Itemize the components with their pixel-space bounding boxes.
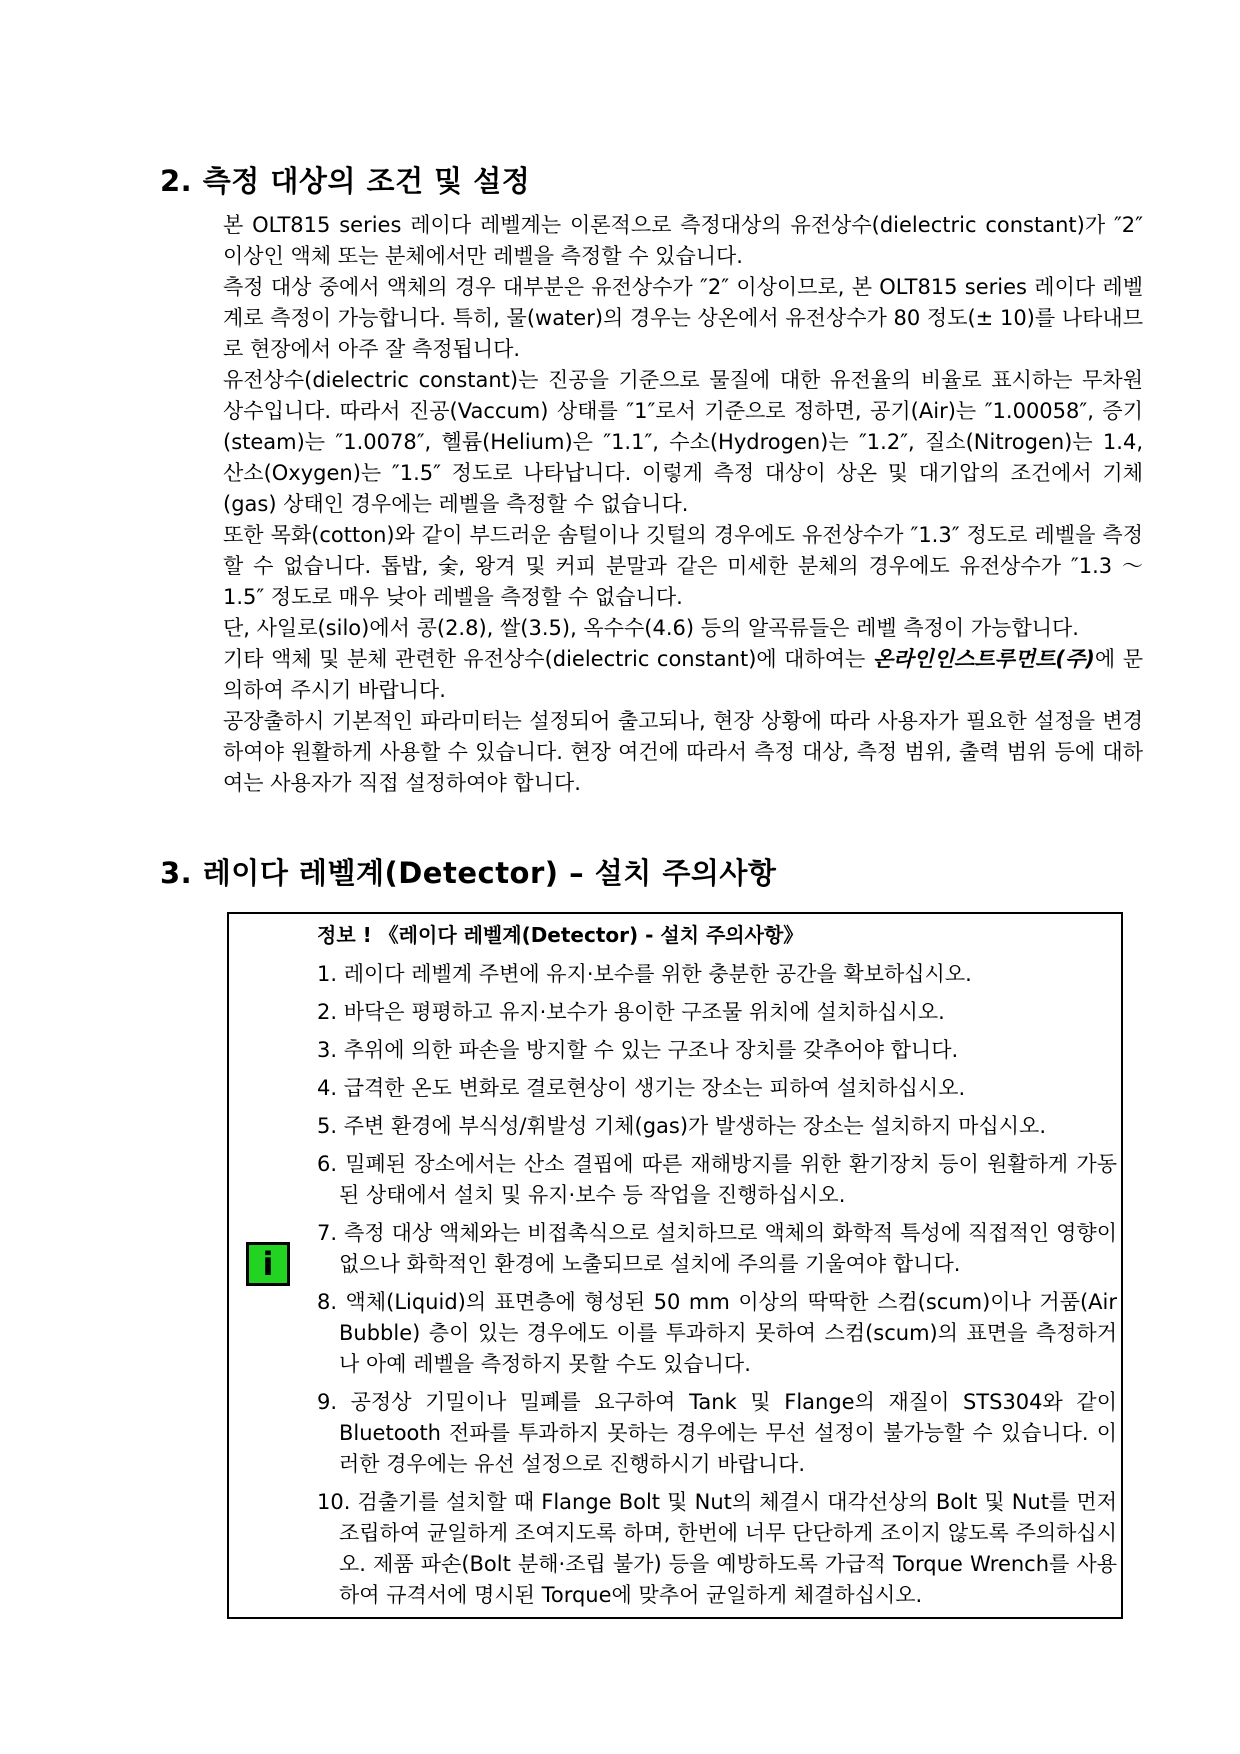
list-item: 1. 레이다 레벨계 주변에 유지·보수를 위한 충분한 공간을 확보하십시오.: [317, 962, 972, 986]
list-item: 8. 액체(Liquid)의 표면층에 형성된 50 mm 이상의 딱딱한 스컴(scum)이나 거품(Air Bubble) 층이 있는 경우에도 이를 투과하지 못하여 스컴(scum)의 표면을 측정하거나 아예 레벨을 측정하지 못할 수도 있습니다.: [317, 1290, 1117, 1376]
section-2-title: 2. 측정 대상의 조건 및 설정: [160, 164, 531, 198]
list-item: 10. 검출기를 설치할 때 Flange Bolt 및 Nut의 체결시 대각선상의 Bolt 및 Nut를 먼저 조립하여 균일하게 조여지도록 하며, 한번에 너무 단단하게 조이지 않도록 주의하십시오. 제품 파손(Bolt 분해·조립 불가) 등을 예방하도록 가급적 Torque Wrench를 사용하여 규격서에 명시된 Torque에 맞추어 균일하게 체결하십시오.: [317, 1490, 1117, 1607]
list-item: 9. 공정상 기밀이나 밀폐를 요구하여 Tank 및 Flange의 재질이 STS304와 같이 Bluetooth 전파를 투과하지 못하는 경우에는 무선 설정이 불가능할 수 있습니다. 이러한 경우에는 유선 설정으로 진행하시기 바랍니다.: [317, 1390, 1117, 1476]
info-icon: i: [246, 1242, 290, 1286]
info-list: [317, 959, 1117, 1611]
info-heading: 정보 ! 《레이다 레벨계(Detector) - 설치 주의사항》: [317, 923, 804, 947]
info-box: [227, 912, 1123, 1619]
list-item: 6. 밀폐된 장소에서는 산소 결핍에 따른 재해방지를 위한 환기장치 등이 원활하게 가동된 상태에서 설치 및 유지·보수 등 작업을 진행하십시오.: [317, 1152, 1117, 1207]
paragraph: 측정 대상 중에서 액체의 경우 대부분은 유전상수가 ″2″ 이상이므로, 본 OLT815 series 레이다 레벨계로 측정이 가능합니다. 특히, 물(water)의 경우는 상온에서 유전상수가 80 정도(± 10)를 나타내므로 현장에서 아주 잘 측정됩니다.: [223, 275, 1143, 361]
paragraph-text: 기타 액체 및 분체 관련한 유전상수(dielectric constant)에 대하여는: [223, 647, 873, 671]
list-item: 4. 급격한 온도 변화로 결로현상이 생기는 장소는 피하여 설치하십시오.: [317, 1076, 966, 1100]
paragraph: [223, 644, 1143, 706]
section-3-title: 3. 레이다 레벨계(Detector) – 설치 주의사항: [160, 856, 777, 890]
list-item: 5. 주변 환경에 부식성/휘발성 기체(gas)가 발생하는 장소는 설치하지 마십시오.: [317, 1114, 1047, 1138]
paragraph: 단, 사일로(silo)에서 콩(2.8), 쌀(3.5), 옥수수(4.6) 등의 알곡류들은 레벨 측정이 가능합니다.: [223, 616, 1079, 640]
company-name: 온라인인스트루먼트(주): [872, 647, 1095, 671]
paragraph: 또한 목화(cotton)와 같이 부드러운 솜털이나 깃털의 경우에도 유전상수가 ″1.3″ 정도로 레벨을 측정할 수 없습니다. 톱밥, 숯, 왕겨 및 커피 분말과 같은 미세한 분체의 경우에도 유전상수가 ″1.3 ～ 1.5″ 정도로 매우 낮아 레벨을 측정할 수 없습니다.: [223, 523, 1143, 609]
list-item: 7. 측정 대상 액체와는 비접촉식으로 설치하므로 액체의 화학적 특성에 직접적인 영향이 없으나 화학적인 환경에 노출되므로 설치에 주의를 기울여야 합니다.: [317, 1221, 1117, 1276]
paragraph: 공장출하시 기본적인 파라미터는 설정되어 출고되나, 현장 상황에 따라 사용자가 필요한 설정을 변경하여야 원활하게 사용할 수 있습니다. 현장 여건에 따라서 측정 대상, 측정 범위, 출력 범위 등에 대하여는 사용자가 직접 설정하여야 합니다.: [223, 709, 1143, 795]
list-item: 3. 추위에 의한 파손을 방지할 수 있는 구조나 장치를 갖추어야 합니다.: [317, 1038, 959, 1062]
paragraph-text: 에 문의하여 주시기 바랍니다.: [223, 647, 1143, 702]
info-content: [317, 920, 1117, 1618]
paragraph: 본 OLT815 series 레이다 레벨계는 이론적으로 측정대상의 유전상수(dielectric constant)가 ″2″ 이상인 액체 또는 분체에서만 레벨을 측정할 수 있습니다.: [223, 213, 1143, 268]
list-item: 2. 바닥은 평평하고 유지·보수가 용이한 구조물 위치에 설치하십시오.: [317, 1000, 945, 1024]
paragraph: 유전상수(dielectric constant)는 진공을 기준으로 물질에 대한 유전율의 비율로 표시하는 무차원 상수입니다. 따라서 진공(Vaccum) 상태를 ″1″로서 기준으로 정하면, 공기(Air)는 ″1.00058″, 증기(steam)는 ″1.0078″, 헬륨(Helium)은 ″1.1″, 수소(Hydrogen)는 ″1.2″, 질소(Nitrogen)는 1.4, 산소(Oxygen)는 ″1.5″ 정도로 나타납니다. 이렇게 측정 대상이 상온 및 대기압의 조건에서 기체(gas) 상태인 경우에는 레벨을 측정할 수 없습니다.: [223, 368, 1143, 516]
section-2-body: [223, 210, 1143, 799]
